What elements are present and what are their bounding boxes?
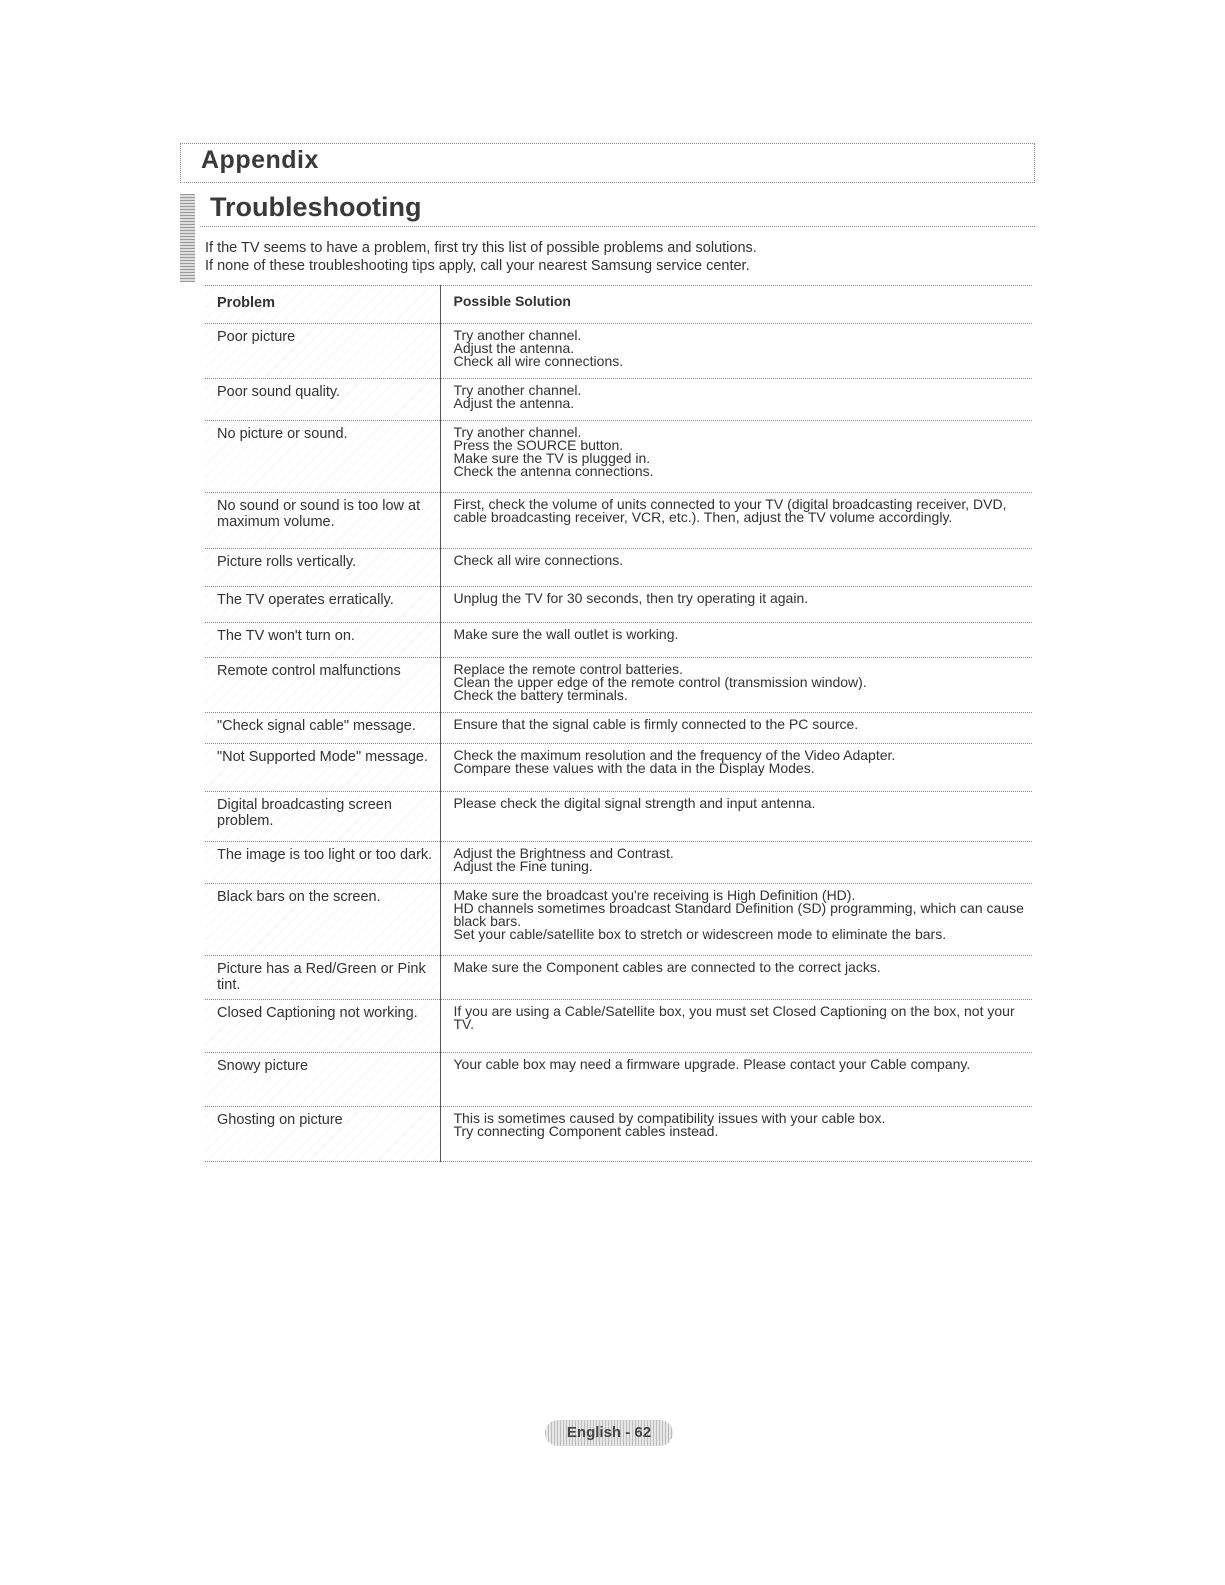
table-row: [205, 587, 1032, 623]
appendix-title: Appendix: [201, 146, 319, 174]
table-row: [205, 658, 1032, 713]
solution-line: Adjust the antenna.: [453, 395, 575, 411]
table-row: [205, 379, 1032, 421]
table-row: [205, 744, 1032, 792]
problem-cell: Poor sound quality.: [205, 379, 440, 421]
table-row: [205, 493, 1032, 549]
solution-cell: [440, 493, 1032, 549]
table-row: [205, 884, 1032, 956]
column-header-solution: Possible Solution: [440, 286, 1032, 324]
problem-cell: No picture or sound.: [205, 421, 440, 493]
table-row: [205, 1107, 1032, 1162]
solution-line: Try another channel.: [453, 382, 582, 398]
solution-line: First, check the volume of units connected to your TV (digital broadcasting receiver, DVD, cable broadcasting receiver, VCR, etc.). Then, adjust the TV volume accordingly.: [453, 496, 1007, 525]
solution-cell: [440, 744, 1032, 792]
solution-line: Check all wire connections.: [453, 353, 624, 369]
problem-cell: "Check signal cable" message.: [205, 713, 440, 744]
solution-line: Try connecting Component cables instead.: [453, 1123, 719, 1139]
solution-line: Make sure the Component cables are connected to the correct jacks.: [453, 959, 881, 975]
table-row: [205, 421, 1032, 493]
problem-cell: Digital broadcasting screen problem.: [205, 792, 440, 842]
solution-line: Make sure the wall outlet is working.: [453, 626, 679, 642]
problem-cell: Closed Captioning not working.: [205, 1000, 440, 1053]
solution-cell: [440, 1053, 1032, 1107]
solution-line: Adjust the Fine tuning.: [453, 858, 593, 874]
table-header-row: [205, 286, 1032, 324]
solution-line: Clean the upper edge of the remote control (transmission window).: [453, 674, 867, 690]
solution-cell: [440, 658, 1032, 713]
section-title: Troubleshooting: [210, 192, 422, 222]
problem-cell: No sound or sound is too low at maximum volume.: [205, 493, 440, 549]
problem-cell: Snowy picture: [205, 1053, 440, 1107]
appendix-header: [180, 143, 1035, 183]
solution-cell: [440, 1000, 1032, 1053]
problem-cell: The image is too light or too dark.: [205, 842, 440, 884]
intro-line: If none of these troubleshooting tips apply, call your nearest Samsung service center.: [205, 258, 750, 274]
solution-line: Please check the digital signal strength and input antenna.: [453, 795, 816, 811]
solution-line: Ensure that the signal cable is firmly connected to the PC source.: [453, 716, 859, 732]
problem-cell: Picture has a Red/Green or Pink tint.: [205, 956, 440, 1000]
solution-line: Check the battery terminals.: [453, 687, 628, 703]
solution-line: Press the SOURCE button.: [453, 437, 624, 453]
problem-cell: Remote control malfunctions: [205, 658, 440, 713]
problem-cell: "Not Supported Mode" message.: [205, 744, 440, 792]
problem-cell: Black bars on the screen.: [205, 884, 440, 956]
table-row: [205, 623, 1032, 658]
table-body: [205, 324, 1032, 1162]
table-row: [205, 842, 1032, 884]
table-row: [205, 956, 1032, 1000]
solution-cell: [440, 379, 1032, 421]
solution-cell: [440, 587, 1032, 623]
solution-cell: [440, 842, 1032, 884]
solution-line: Adjust the Brightness and Contrast.: [453, 845, 674, 861]
solution-cell: [440, 884, 1032, 956]
solution-line: HD channels sometimes broadcast Standard Definition (SD) programming, which can cause black bars.: [453, 900, 1024, 929]
solution-line: Try another channel.: [453, 327, 582, 343]
table-row: [205, 1053, 1032, 1107]
column-header-problem: Problem: [205, 286, 440, 324]
solution-cell: [440, 956, 1032, 1000]
solution-cell: [440, 713, 1032, 744]
solution-cell: [440, 1107, 1032, 1162]
section-marker: [180, 194, 195, 282]
problem-cell: Poor picture: [205, 324, 440, 379]
solution-line: Make sure the TV is plugged in.: [453, 450, 651, 466]
solution-cell: [440, 623, 1032, 658]
solution-line: Make sure the broadcast you're receiving is High Definition (HD).: [453, 887, 856, 903]
table-row: [205, 549, 1032, 587]
solution-line: Check the maximum resolution and the frequency of the Video Adapter.: [453, 747, 896, 763]
solution-line: Try another channel.: [453, 424, 582, 440]
solution-line: If you are using a Cable/Satellite box, you must set Closed Captioning on the box, not your TV.: [453, 1003, 1015, 1032]
solution-cell: [440, 421, 1032, 493]
solution-cell: [440, 549, 1032, 587]
solution-line: This is sometimes caused by compatibility issues with your cable box.: [453, 1110, 886, 1126]
problem-cell: Picture rolls vertically.: [205, 549, 440, 587]
intro-text: [205, 239, 1025, 275]
solution-line: Adjust the antenna.: [453, 340, 575, 356]
solution-line: Check all wire connections.: [453, 552, 624, 568]
solution-line: Compare these values with the data in the Display Modes.: [453, 760, 815, 776]
section-divider: [200, 226, 1035, 227]
solution-line: Unplug the TV for 30 seconds, then try operating it again.: [453, 590, 809, 606]
solution-line: Your cable box may need a firmware upgrade. Please contact your Cable company.: [453, 1056, 971, 1072]
page-number-badge: English - 62: [545, 1420, 673, 1446]
solution-cell: [440, 792, 1032, 842]
intro-line: If the TV seems to have a problem, first try this list of possible problems and solutions.: [205, 240, 757, 256]
table-row: [205, 713, 1032, 744]
table-row: [205, 1000, 1032, 1053]
table-row: [205, 324, 1032, 379]
solution-line: Replace the remote control batteries.: [453, 661, 684, 677]
problem-cell: The TV won't turn on.: [205, 623, 440, 658]
troubleshooting-table: [205, 285, 1032, 1162]
solution-cell: [440, 324, 1032, 379]
table-row: [205, 792, 1032, 842]
problem-cell: The TV operates erratically.: [205, 587, 440, 623]
solution-line: Set your cable/satellite box to stretch or widescreen mode to eliminate the bars.: [453, 926, 947, 942]
solution-line: Check the antenna connections.: [453, 463, 654, 479]
problem-cell: Ghosting on picture: [205, 1107, 440, 1162]
